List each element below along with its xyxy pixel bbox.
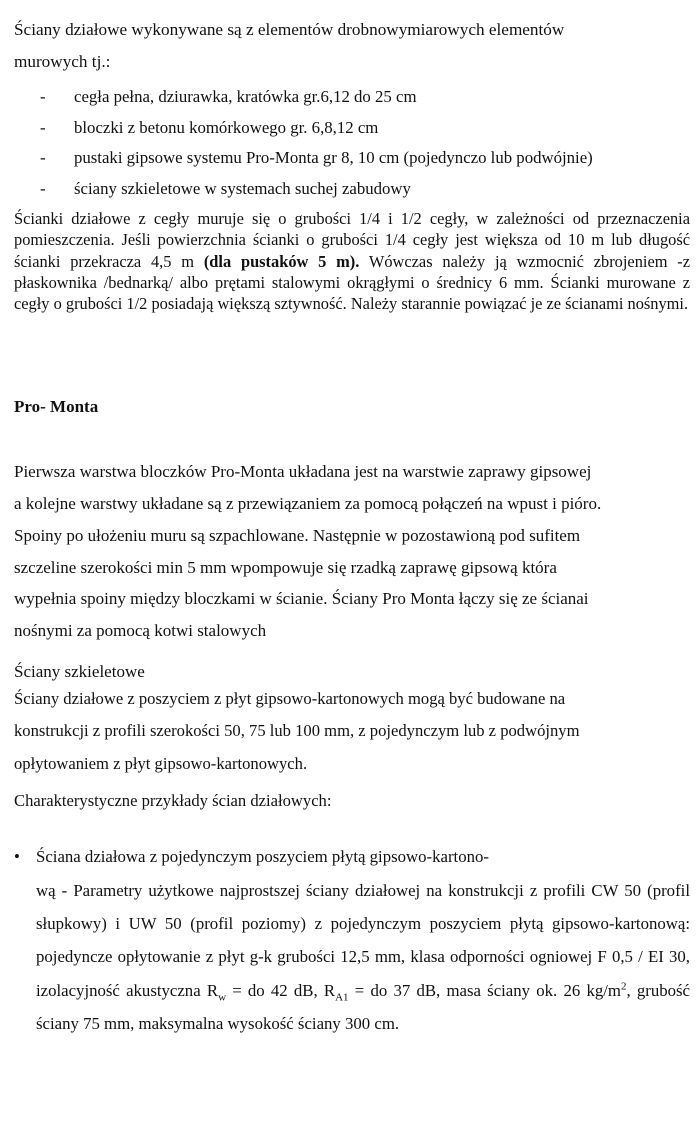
pro-monta-paragraph: [14, 456, 690, 646]
example-first-line: Ściana działowa z pojedynczym poszyciem płytą gipsowo-kartono-: [36, 847, 489, 867]
pro-monta-heading: Pro- Monta: [14, 397, 99, 417]
frame-walls-line: Ściany działowe z poszyciem z płyt gipsowo-kartonowych mogą być budowane na: [14, 688, 566, 708]
example-text-d: , grubość ściany 75 mm, maksymalna wysokość ściany 300 cm.: [36, 980, 690, 1034]
dash-marker: -: [40, 87, 46, 106]
pro-monta-line: a kolejne warstwy układane są z przewiązaniem za pomocą połączeń na wpust i pióro.: [14, 494, 602, 514]
list-item-text: bloczki z betonu komórkowego gr. 6,8,12 cm: [74, 117, 379, 137]
list-item-text: cegła pełna, dziurawka, kratówka gr.6,12 do 25 cm: [74, 87, 417, 106]
subscript-a1: A1: [335, 991, 349, 1004]
example-text-c: = do 37 dB, masa ściany ok. 26 kg/m: [348, 980, 621, 1000]
list-item-text: ściany szkieletowe w systemach suchej zabudowy: [74, 178, 411, 198]
frame-walls-line: opłytowaniem z płyt gipsowo-kartonowych.: [14, 753, 308, 773]
subscript-w: w: [218, 991, 227, 1004]
examples-title: Charakterystyczne przykłady ścian działowych:: [14, 791, 332, 811]
frame-walls-heading: Ściany szkieletowe: [14, 661, 145, 681]
list-item: [14, 143, 690, 174]
intro-line-1: Ściany działowe wykonywane są z elementów drobnowymiarowych elementów: [14, 20, 565, 39]
list-item: [14, 82, 690, 113]
frame-walls-line: konstrukcji z profili szerokości 50, 75 lub 100 mm, z pojedynczym lub z podwójnym: [14, 721, 580, 741]
list-item: [14, 174, 690, 205]
brick-text-before-bold: Ścianki działowe z cegły muruje się o grubości 1/4 i 1/2 cegły, w zależności od przeznaczenia pomieszczenia. Jeśli powierzchnia ścianki o grubości 1/4 cegły jest większa od 10 m lub długość ścianki przekracza 4,5 m: [14, 209, 690, 271]
dash-marker: -: [40, 178, 46, 198]
brick-text-bold: (dla pustaków 5 m).: [203, 251, 360, 271]
bullet-marker: •: [14, 847, 20, 867]
list-item-text: pustaki gipsowe systemu Pro-Monta gr 8, 10 cm (pojedynczo lub podwójnie): [74, 148, 593, 167]
pro-monta-line: Spoiny po ułożeniu muru są szpachlowane. Następnie w pozostawioną pod sufitem: [14, 525, 581, 545]
brick-walls-paragraph: [14, 208, 690, 314]
brick-text-after-bold: Wówczas należy ją wzmocnić zbrojeniem -z płaskownika /bednarką/ albo prętami stalowymi okrągłymi o średnicy 6 mm. Ścianki murowane z cegły o grubości 1/2 posiadają większą sztywność. Należy starannie powiązać je ze ścianami nośnymi.: [14, 251, 690, 314]
wall-materials-list: [14, 82, 690, 204]
pro-monta-line: wypełnia spoiny między bloczkami w ścianie. Ściany Pro Monta łączy się ze ścianai: [14, 589, 589, 609]
list-item: [14, 113, 690, 144]
intro-line-2: murowych tj.:: [14, 52, 111, 71]
dash-marker: -: [40, 148, 46, 167]
example-description: [36, 874, 690, 1041]
superscript-2: 2: [620, 980, 627, 993]
example-wall-item: [14, 840, 690, 1040]
example-text-b: = do 42 dB, R: [226, 980, 336, 1000]
pro-monta-line: nośnymi za pomocą kotwi stalowych: [14, 621, 267, 640]
dash-marker: -: [40, 117, 46, 137]
pro-monta-line: szczeline szerokości min 5 mm wpompowuje się rzadką zaprawę gipsową która: [14, 557, 557, 577]
frame-walls-paragraph: [14, 683, 690, 781]
pro-monta-line: Pierwsza warstwa bloczków Pro-Monta układana jest na warstwie zaprawy gipsowej: [14, 462, 592, 482]
intro-paragraph: [14, 0, 690, 78]
example-text-a: wą - Parametry użytkowe najprostszej ściany działowej na konstrukcji z profili CW 50 (profil słupkowy) i UW 50 (profil poziomy) z pojedynczym poszyciem płytą gipsowo-kartonową: pojedyncze opłytowanie z płyt g-k grubości 12,5 mm, klasa odporności ogniowej F 0,5 / EI 30, izolacyjność akustyczna R: [36, 880, 690, 1000]
